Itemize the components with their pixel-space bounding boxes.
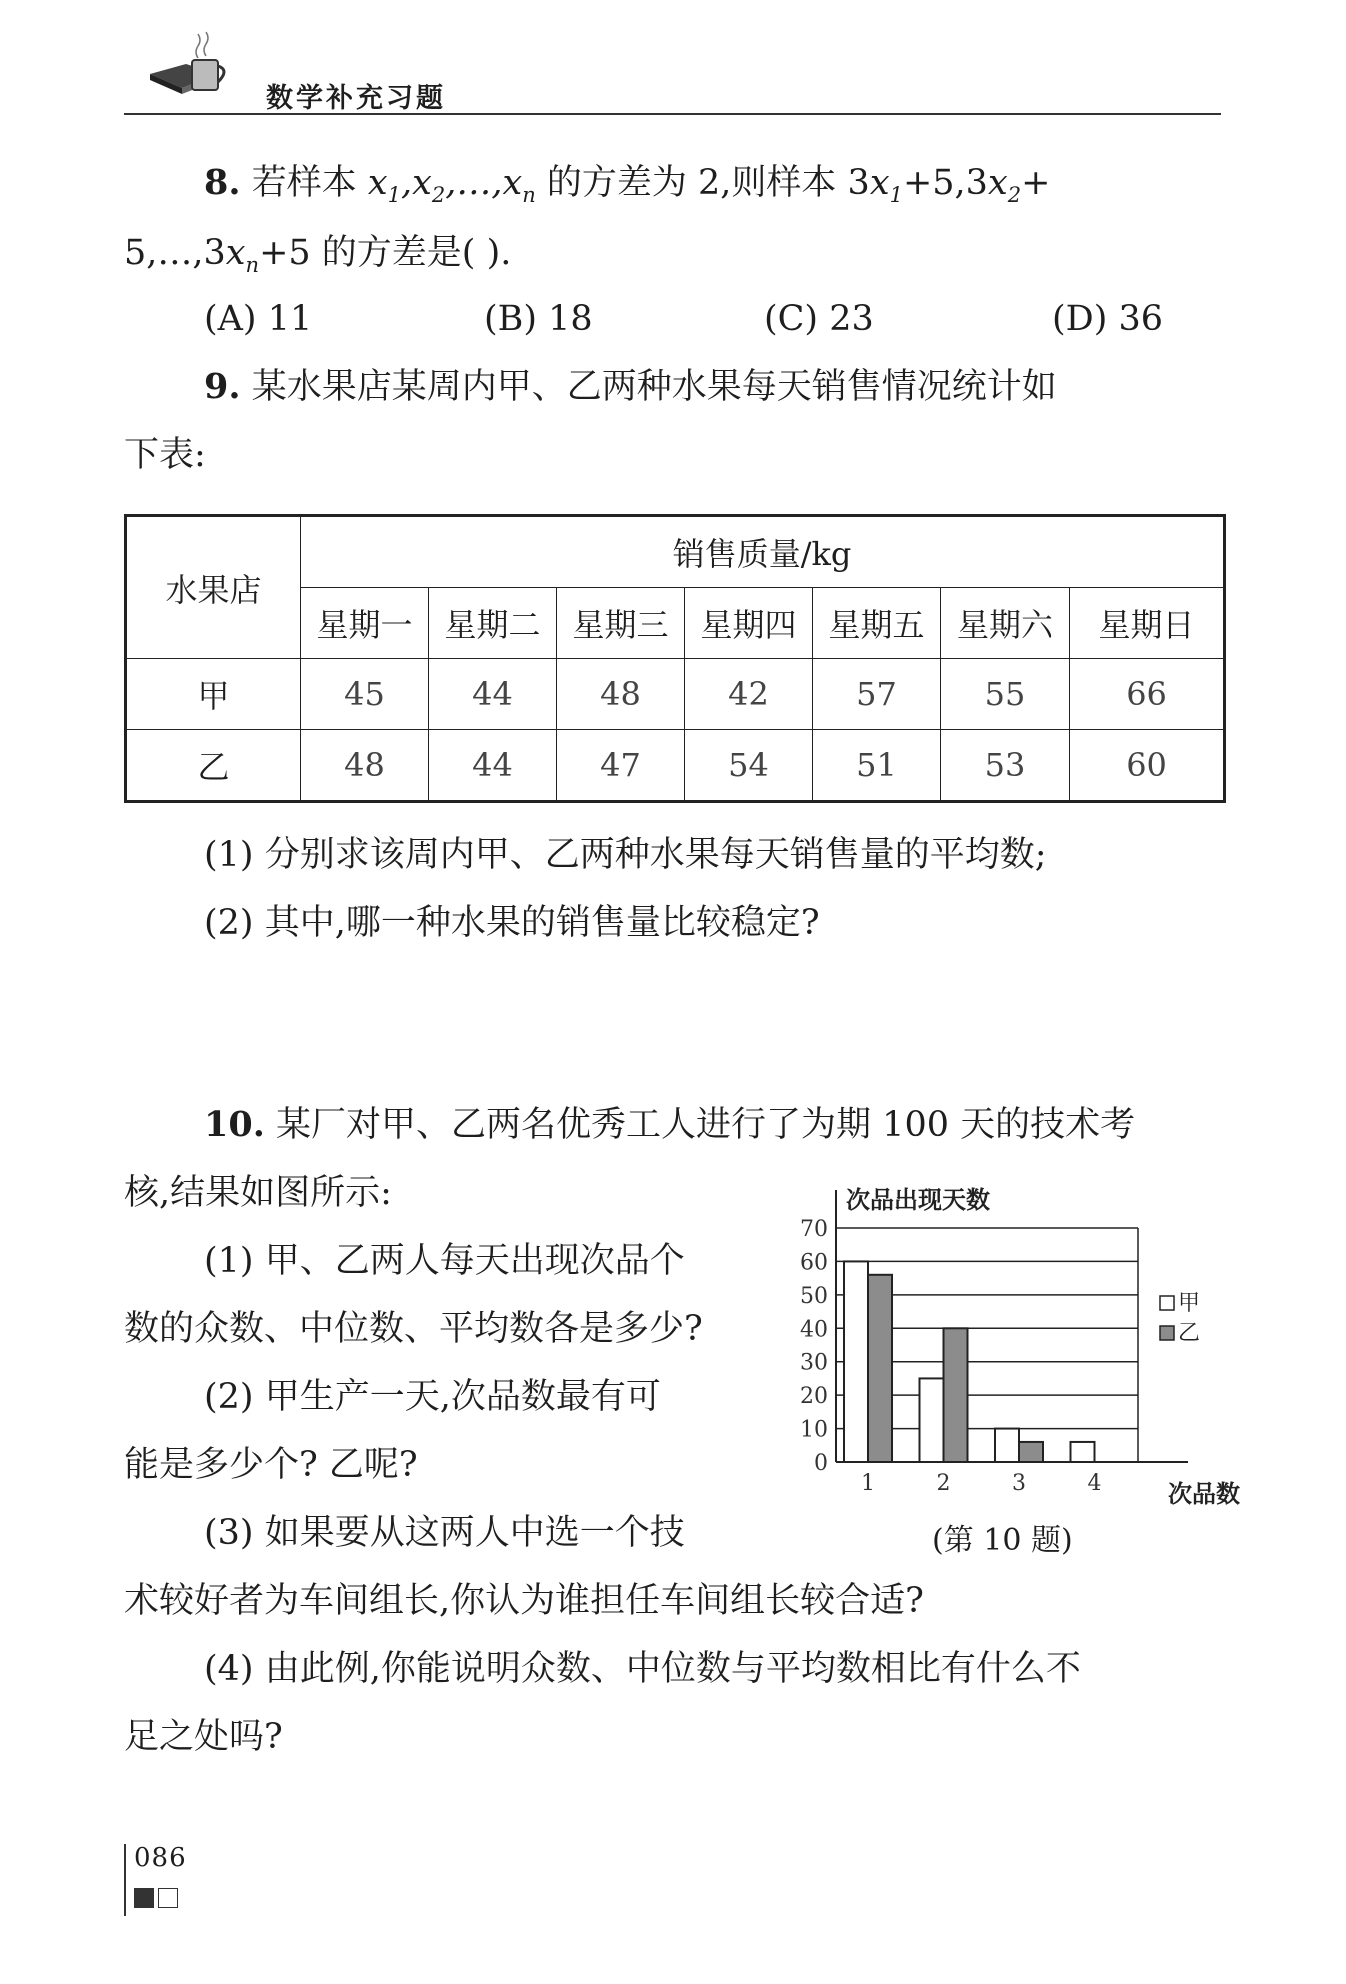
q10-sub3a: (3) 如果要从这两人中选一个技 (204, 1513, 685, 1553)
y-tick-label: 50 (800, 1283, 828, 1309)
q9-number: 9. (204, 366, 241, 407)
x-tick-label: 3 (1012, 1471, 1026, 1496)
y-tick-label: 70 (800, 1217, 828, 1242)
bar-乙 (1019, 1442, 1043, 1462)
q8-line2 (124, 232, 511, 278)
empty-square-icon (158, 1888, 178, 1908)
header-rule (124, 113, 1221, 115)
table-cell: 54 (685, 730, 813, 802)
q8-math-x2: $x_2$ (987, 163, 1022, 207)
table-cell: 44 (429, 730, 557, 802)
q10-sub4b: 足之处吗? (124, 1717, 283, 1757)
header-title: 数学补充习题 (266, 83, 446, 114)
y-tick-label: 0 (814, 1451, 828, 1476)
y-tick-label: 30 (800, 1350, 828, 1376)
q8-text-c: 5,…,3 (124, 233, 226, 273)
x-axis-title: 次品数 (1168, 1480, 1240, 1508)
row-label: 甲 (126, 659, 301, 730)
y-tick-label: 10 (800, 1417, 828, 1443)
book-and-cup-icon (148, 30, 238, 102)
x-tick-label: 2 (936, 1471, 951, 1496)
table-day-header: 星期四 (685, 588, 813, 659)
q10-sub3b: 术较好者为车间组长,你认为谁担任车间组长较合适? (124, 1581, 924, 1621)
q8-number: 8. (204, 162, 241, 203)
q8-text-a: 若样本 (251, 163, 357, 203)
table-cell: 66 (1070, 659, 1225, 730)
x-tick-label: 4 (1087, 1471, 1102, 1496)
table-row (126, 659, 1225, 730)
table-day-header: 星期二 (429, 588, 557, 659)
q8-text-b: 的方差为 2,则样本 3 (546, 163, 870, 203)
q9-text: 某水果店某周内甲、乙两种水果每天销售情况统计如 (251, 367, 1057, 407)
q10-sub1b: 数的众数、中位数、平均数各是多少? (124, 1309, 703, 1349)
y-tick-label: 20 (800, 1384, 828, 1410)
bar-乙 (868, 1275, 892, 1462)
bar-甲 (995, 1429, 1019, 1462)
q8-math-xn: $x_n$ (225, 233, 260, 277)
table-cell: 45 (301, 659, 429, 730)
q10-sub2a: (2) 甲生产一天,次品数最有可 (204, 1377, 661, 1417)
table-row (126, 730, 1225, 802)
table-day-header: 星期一 (301, 588, 429, 659)
page-number: 086 (134, 1843, 187, 1873)
q10-sub1a: (1) 甲、乙两人每天出现次品个 (204, 1241, 685, 1281)
q9-line2: 下表: (124, 435, 206, 475)
q8-option-c: (C) 23 (764, 299, 874, 339)
legend-swatch (1160, 1326, 1174, 1340)
defect-days-bar-chart (780, 1170, 1240, 1530)
table-cell: 44 (429, 659, 557, 730)
table-cell: 60 (1070, 730, 1225, 802)
q9-sub2: (2) 其中,哪一种水果的销售量比较稳定? (204, 903, 820, 943)
q8-text-d: +5 的方差是( ). (259, 233, 512, 273)
bar-甲 (844, 1261, 868, 1462)
x-tick-label: 1 (861, 1471, 875, 1496)
filled-square-icon (134, 1888, 154, 1908)
table-day-header: 星期日 (1070, 588, 1225, 659)
y-tick-label: 40 (800, 1317, 828, 1343)
table-cell: 55 (941, 659, 1070, 730)
row-label: 乙 (126, 730, 301, 802)
table-group-header: 销售质量/kg (301, 516, 1225, 588)
table-cell: 42 (685, 659, 813, 730)
bar-甲 (1071, 1442, 1095, 1462)
legend-label: 乙 (1178, 1321, 1201, 1346)
legend-swatch (1160, 1296, 1174, 1310)
table-day-header: 星期六 (941, 588, 1070, 659)
table-cell: 47 (557, 730, 685, 802)
y-tick-label: 60 (800, 1250, 828, 1276)
q9-sub1: (1) 分别求该周内甲、乙两种水果每天销售量的平均数; (204, 835, 1047, 875)
table-cell: 48 (301, 730, 429, 802)
q10-number: 10. (204, 1104, 265, 1145)
bar-甲 (920, 1378, 944, 1462)
q8-option-b: (B) 18 (484, 299, 593, 339)
q10-sub4a: (4) 由此例,你能说明众数、中位数与平均数相比有什么不 (204, 1649, 1081, 1689)
q10-text: 某厂对甲、乙两名优秀工人进行了为期 100 天的技术考 (276, 1105, 1136, 1145)
table-cell: 53 (941, 730, 1070, 802)
table-day-header: 星期三 (557, 588, 685, 659)
figure-caption: (第 10 题) (932, 1523, 1073, 1558)
q8-math-sample: $x_1,x_2,\dots,x_n$ (367, 163, 536, 207)
table-cell: 48 (557, 659, 685, 730)
bar-乙 (944, 1328, 968, 1462)
table-cell: 57 (813, 659, 941, 730)
q8-option-d: (D) 36 (1052, 299, 1164, 339)
q8-line1: 8. 若样本 $x_1,x_2,\dots,x_n$ 的方差为 2,则样本 $3x_1+5,3x_2+$ (204, 162, 1051, 207)
footer-rule (124, 1844, 126, 1916)
legend-label: 甲 (1178, 1291, 1201, 1316)
q9-line1 (204, 366, 1057, 408)
table-corner-header: 水果店 (126, 516, 301, 659)
q10-sub2b: 能是多少个? 乙呢? (124, 1445, 418, 1485)
q8-option-a: (A) 11 (204, 299, 313, 339)
table-day-header: 星期五 (813, 588, 941, 659)
sales-table (124, 514, 1226, 803)
y-axis-title: 次品出现天数 (846, 1186, 990, 1214)
q10-line1 (204, 1104, 1135, 1146)
q10-line2: 核,结果如图所示: (124, 1173, 392, 1213)
table-cell: 51 (813, 730, 941, 802)
q8-math-x1: $x_1$ (869, 163, 903, 207)
